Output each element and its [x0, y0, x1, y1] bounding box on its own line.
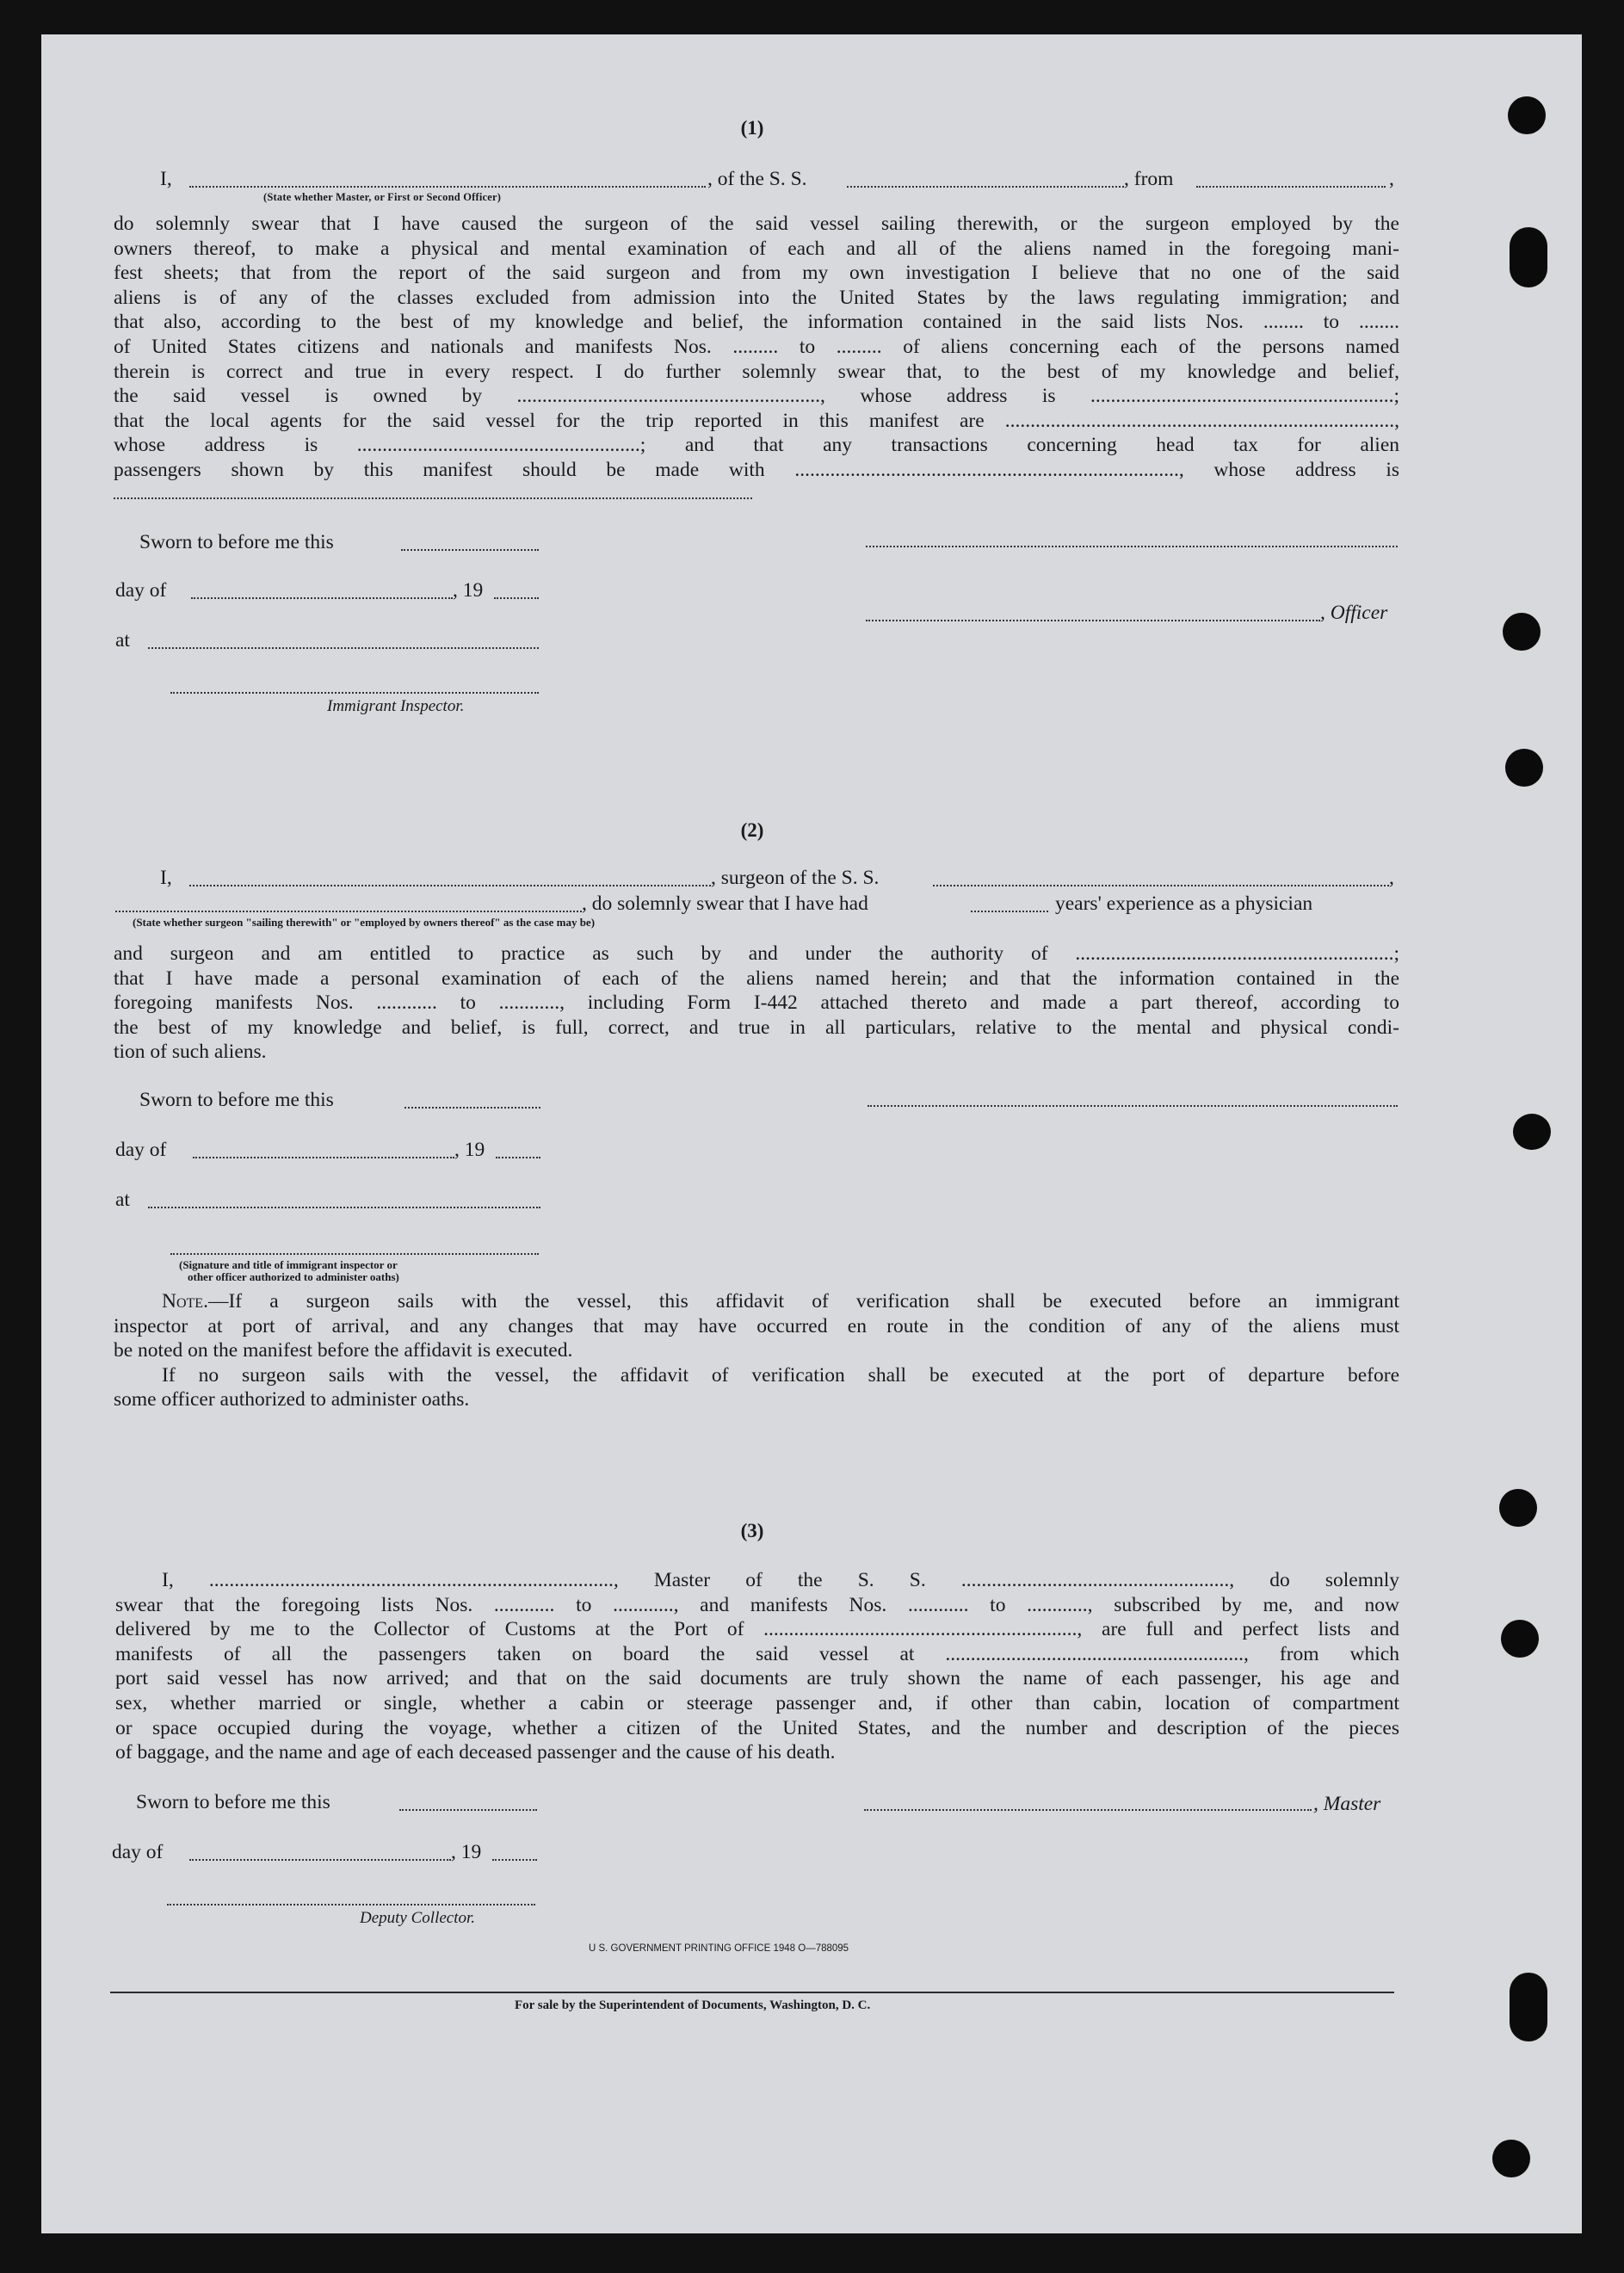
s2-line: foregoing manifests Nos. ............ to ............, including Form I-442 attached thereto and made a part thereof, according to [114, 991, 1399, 1015]
footer-rule [110, 1992, 1394, 1993]
s2-line: and surgeon and am entitled to practice as such by and under the authority of ...............................................................; [114, 942, 1399, 965]
s2-year-field[interactable] [496, 1157, 540, 1158]
s3-sworn-date-field[interactable] [399, 1809, 537, 1811]
s2-inspector-signature-field[interactable] [170, 1253, 539, 1255]
punch-hole [1503, 613, 1541, 651]
section-2-heading: (2) [740, 819, 764, 841]
s1-line: whose address is ........................................................; and that any transactions concerning head tax for alien [114, 434, 1399, 457]
s3-line: I, ................................................................................, Master of the S. S. ....................................................., do solemnly [162, 1569, 1399, 1591]
s2-note-line [114, 1289, 1399, 1314]
s2-line: the best of my knowledge and belief, is full, correct, and true in all particulars, relative to the mental and physical condi- [114, 1016, 1399, 1039]
s2-note-line: be noted on the manifest before the affidavit is executed. [114, 1339, 573, 1362]
s1-line: that the local agents for the said vessel for the trip reported in this manifest are ............................................................................., [114, 409, 1399, 432]
s2-note-line: If no surgeon sails with the vessel, the affidavit of verification shall be executed at the port of departure before [162, 1363, 1399, 1387]
s3-line: delivered by me to the Collector of Customs at the Port of .............................................................., are full and perfect lists and [115, 1618, 1399, 1641]
s1-line: passengers shown by this manifest should be made with ............................................................................, whose address is [114, 458, 1399, 481]
s2-year-label: , 19 [454, 1139, 485, 1161]
s2-at-label: at [115, 1189, 130, 1211]
note-text: —If a surgeon sails with the vessel, this affidavit of verification shall be executed before an immigrant [207, 1290, 1399, 1313]
s3-line: manifests of all the passengers taken on board the said vessel at ..........................................................., from which [115, 1642, 1399, 1665]
s1-vessel-name-field[interactable] [847, 186, 1124, 188]
s1-year-field[interactable] [494, 597, 539, 599]
s3-collector-label: Deputy Collector. [360, 1909, 476, 1927]
s1-officer-name-field[interactable] [189, 186, 706, 188]
s1-line: fest sheets; that from the report of the said surgeon and from my own investigation I believe that no one of the said [114, 262, 1399, 285]
s2-note-paragraph [114, 1289, 1399, 1412]
s3-line: or space occupied during the voyage, whether a citizen of the United States, and the number and description of the pieces [115, 1716, 1399, 1739]
s1-officer-signature-field[interactable] [866, 546, 1398, 547]
s1-line: aliens is of any of the classes excluded from admission into the United States by the laws regulating immigration; and [114, 286, 1399, 309]
s2-years-label: years' experience as a physician [1055, 893, 1313, 915]
s3-line: sex, whether married or single, whether a cabin or steerage passenger and, if other than cabin, location of compartment [115, 1691, 1399, 1714]
s1-day-of-label: day of [115, 579, 167, 602]
s2-sworn-label: Sworn to before me this [139, 1089, 334, 1111]
s3-year-field[interactable] [492, 1859, 537, 1861]
s1-day-of-field[interactable] [191, 597, 453, 599]
gpo-imprint: U S. GOVERNMENT PRINTING OFFICE 1948 O—788095 [589, 1943, 849, 1954]
s2-surgeon-of-label: , surgeon of the S. S. [711, 867, 880, 889]
s1-from-field[interactable] [1196, 186, 1386, 188]
s1-officer-label: , Officer [1320, 602, 1388, 624]
s3-year-label: , 19 [451, 1841, 482, 1863]
s2-signature-note-1: (Signature and title of immigrant inspector or [179, 1258, 398, 1271]
s1-line: owners thereof, to make a physical and mental examination of each and all of the aliens named in the foregoing mani- [114, 237, 1399, 260]
punch-hole [1508, 96, 1546, 134]
s1-year-label: , 19 [453, 579, 484, 602]
s1-of-ss-label: , of the S. S. [707, 168, 807, 190]
s1-address-field[interactable] [114, 497, 752, 499]
s2-day-of-label: day of [115, 1139, 167, 1161]
s2-sworn-date-field[interactable] [404, 1107, 540, 1109]
s1-comma: , [1389, 168, 1394, 190]
s2-line: tion of such aliens. [114, 1041, 267, 1064]
s1-line: of United States citizens and nationals and manifests Nos. ......... to ......... of aliens concerning each of the persons named [114, 335, 1399, 358]
s2-surgeon-name-field[interactable] [189, 885, 711, 886]
s3-line: swear that the foregoing lists Nos. ............ to ............, and manifests Nos. ............ to ............, subscribed by me, and now [115, 1593, 1399, 1616]
s2-surgeon-signature-field[interactable] [868, 1105, 1398, 1107]
s3-master-signature-field[interactable] [864, 1809, 1312, 1811]
s1-at-label: at [115, 629, 130, 652]
s2-line: that I have made a personal examination of each of the aliens named herein; and that the information contained in the [114, 967, 1399, 990]
s3-line: of baggage, and the name and age of each deceased passenger and the cause of his death. [115, 1741, 836, 1764]
s1-officer-note: (State whether Master, or First or Second Officer) [263, 191, 502, 203]
s2-note-line: some officer authorized to administer oaths. [114, 1388, 470, 1411]
s3-master-label: , Master [1313, 1793, 1381, 1815]
s2-at-field[interactable] [148, 1207, 540, 1208]
s3-day-of-label: day of [112, 1841, 164, 1863]
s2-years-field[interactable] [971, 911, 1048, 912]
s2-swear-label: , do solemnly swear that I have had [582, 893, 868, 915]
s1-sworn-label: Sworn to before me this [139, 531, 334, 553]
s2-comma: , [1389, 867, 1394, 889]
s2-vessel-field[interactable] [933, 885, 1389, 886]
punch-hole [1505, 749, 1543, 787]
s3-sworn-label: Sworn to before me this [136, 1791, 330, 1813]
s2-i-label: I, [160, 867, 172, 889]
s1-i-label: I, [160, 168, 172, 190]
punch-hole [1510, 227, 1547, 287]
punch-hole [1492, 2140, 1530, 2177]
punch-hole [1513, 1114, 1551, 1150]
punch-hole [1499, 1489, 1537, 1527]
s1-inspector-signature-field[interactable] [170, 692, 539, 694]
s2-surgeon-note: (State whether surgeon "sailing therewith" or "employed by owners thereof" as the case may be) [133, 916, 596, 929]
section-1-heading: (1) [740, 117, 764, 139]
s3-collector-signature-field[interactable] [167, 1904, 535, 1905]
punch-hole [1501, 1620, 1539, 1658]
s1-line: therein is correct and true in every respect. I do further solemnly swear that, to the best of my knowledge and belief, [114, 360, 1399, 383]
s2-day-of-field[interactable] [193, 1157, 454, 1158]
s1-at-field[interactable] [148, 647, 539, 649]
s1-line: that also, according to the best of my knowledge and belief, the information contained in the said lists Nos. ........ to ........ [114, 311, 1399, 334]
s2-oath-paragraph [114, 942, 1399, 1065]
section-3-heading: (3) [740, 1520, 764, 1541]
s1-officer-line[interactable] [866, 620, 1320, 621]
s1-line: do solemnly swear that I have caused the surgeon of the said vessel sailing therewith, or the surgeon employed by the [114, 213, 1399, 235]
s2-surgeon-status-field[interactable] [115, 911, 582, 912]
s1-oath-paragraph [114, 212, 1399, 483]
note-label: Note. [162, 1290, 208, 1313]
s2-signature-note-2: other officer authorized to administer oaths) [188, 1270, 399, 1283]
s2-note-line: inspector at port of arrival, and any changes that may have occurred en route in the condition of any of the aliens must [114, 1314, 1399, 1337]
s1-inspector-label: Immigrant Inspector. [327, 697, 465, 715]
s3-line: port said vessel has now arrived; and that on the said documents are truly shown the name of each passenger, his age and [115, 1667, 1399, 1690]
sale-notice: For sale by the Superintendent of Documents, Washington, D. C. [515, 1998, 871, 2012]
s1-line: the said vessel is owned by ............................................................, whose address is ............................................................; [114, 385, 1399, 408]
s1-sworn-date-field[interactable] [401, 549, 539, 551]
s1-from-label: , from [1124, 168, 1174, 190]
s3-day-of-field[interactable] [189, 1859, 451, 1861]
punch-hole [1510, 1973, 1547, 2041]
s3-oath-paragraph [115, 1568, 1399, 1765]
